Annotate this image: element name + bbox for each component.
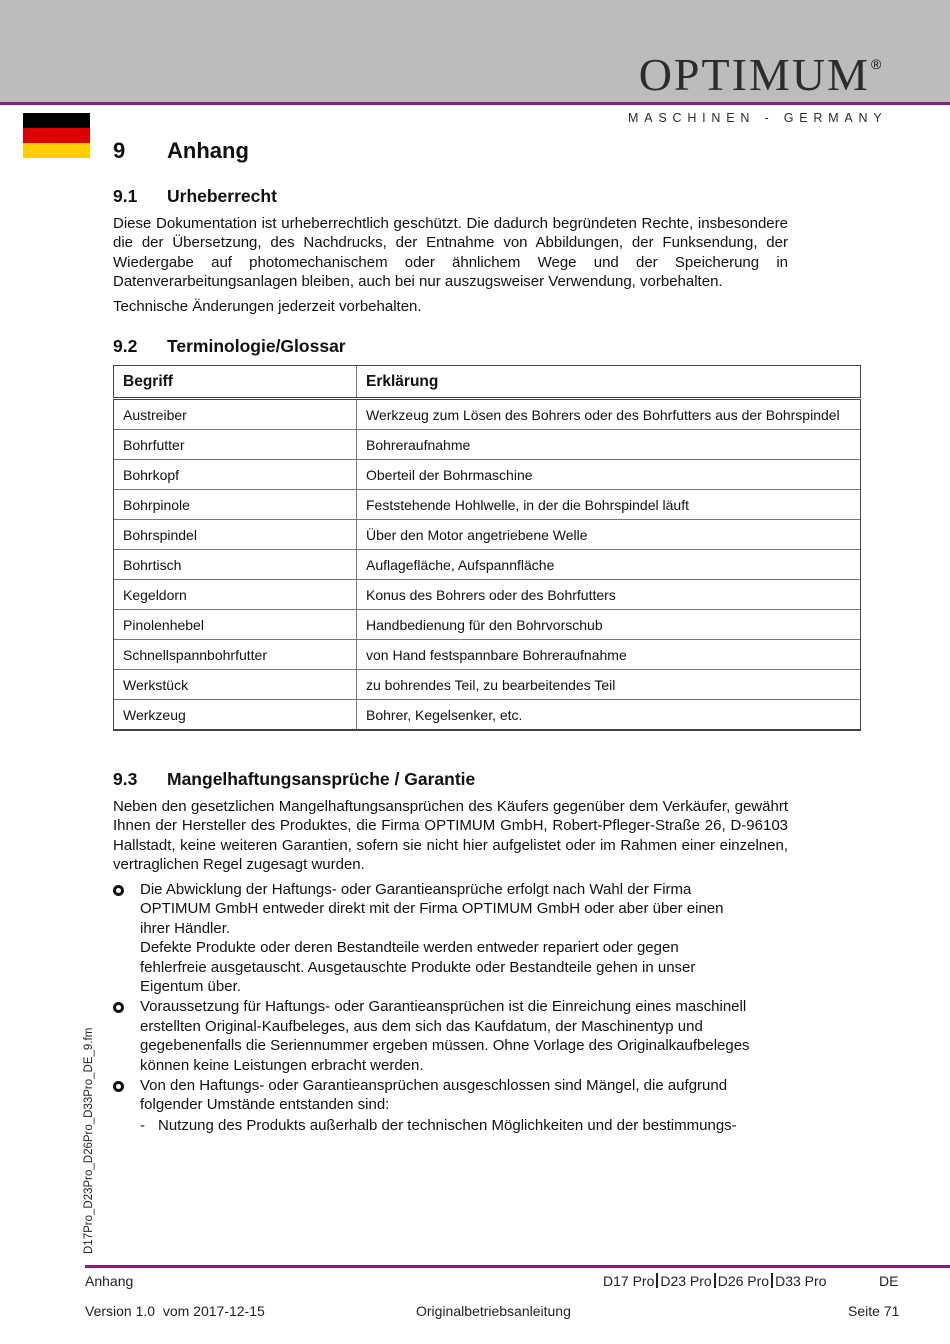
table-row (114, 399, 861, 430)
chapter-heading (113, 138, 249, 164)
explanation-cell: Werkzeug zum Lösen des Bohrers oder des Bohrfutters aus der Bohrspindel (357, 399, 861, 430)
chapter-title: Anhang (167, 138, 249, 163)
section-number: 9.1 (113, 186, 138, 206)
term-cell: Bohrtisch (114, 550, 357, 580)
section-title: Urheberrecht (167, 186, 277, 206)
term-cell: Werkzeug (114, 700, 357, 731)
model-separator (714, 1273, 716, 1288)
model-label: D26 Pro (717, 1273, 770, 1289)
table-row (114, 610, 861, 640)
model-label: D33 Pro (775, 1273, 827, 1289)
column-header-explanation: Erklärung (357, 366, 861, 399)
flag-stripe-gold (23, 143, 90, 158)
bullet-text: Defekte Produkte oder deren Bestandteile werden entweder repariert oder gegen fehlerfreie ausgetauscht. Ausgetauschte Produkte oder Bestandteile gehen in unser Eigentum über. (140, 939, 696, 996)
explanation-cell: Bohrer, Kegelsenker, etc. (357, 700, 861, 731)
list-item (113, 880, 730, 996)
dash-marker: - (140, 1116, 145, 1134)
chapter-number: 9 (113, 138, 126, 163)
section-heading-9-2 (113, 336, 346, 357)
section-number: 9.2 (113, 336, 138, 356)
list-item (113, 997, 790, 1075)
term-cell: Bohrpinole (114, 490, 357, 520)
explanation-cell: von Hand festspannbare Bohreraufnahme (357, 640, 861, 670)
model-label: D17 Pro (603, 1273, 655, 1289)
table-row (114, 460, 861, 490)
explanation-cell: Feststehende Hohlwelle, in der die Bohrspindel läuft (357, 490, 861, 520)
explanation-cell: Oberteil der Bohrmaschine (357, 460, 861, 490)
warranty-bullet-list (113, 880, 803, 1135)
model-separator (771, 1273, 773, 1288)
footer-version (85, 1303, 265, 1319)
table-row (114, 670, 861, 700)
bullet-text: Voraussetzung für Haftungs- oder Garantieansprüchen ist die Einreichung eines maschinell erstellten Original-Kaufbeleges, aus dem sich das Kaufdatum, der Maschinentyp und gegebenenfalls die Seriennummer ergeben müssen. Ohne Vorlage des Originalkaufbeleges können keine Leistungen erbracht werden. (140, 998, 750, 1074)
list-item (113, 1116, 788, 1135)
term-cell: Werkstück (114, 670, 357, 700)
footer-rule (85, 1265, 950, 1268)
table-header-row (114, 366, 861, 399)
term-cell: Kegeldorn (114, 580, 357, 610)
bullet-text: Die Abwicklung der Haftungs- oder Garantieansprüche erfolgt nach Wahl der Firma OPTIMUM GmbH entweder direkt mit der Firma OPTIMUM GmbH oder aber über einen ihrer Händler. (140, 881, 724, 937)
model-label: D23 Pro (660, 1273, 712, 1289)
explanation-cell: Handbedienung für den Bohrvorschub (357, 610, 861, 640)
term-cell: Bohrkopf (114, 460, 357, 490)
section-title: Terminologie/Glossar (167, 336, 346, 356)
list-item (113, 1076, 762, 1115)
file-name-label: D17Pro_D23Pro_D26Pro_D33Pro_DE_9.fm (83, 1027, 95, 1254)
registered-mark: ® (870, 56, 882, 72)
bullet-icon (113, 885, 124, 896)
footer-models (603, 1273, 826, 1289)
technical-changes-paragraph: Technische Änderungen jederzeit vorbehalten. (113, 298, 422, 315)
section-number: 9.3 (113, 769, 138, 789)
warranty-intro-paragraph: Neben den gesetzlichen Mangelhaftungsansprüchen des Käufers gegenüber dem Verkäufer, gewährt Ihnen der Hersteller des Produktes, die Firma OPTIMUM GmbH, Robert-Pfleger-Straße 26, D-96103 Hallstadt, keine weiteren Garantien, sofern sie nicht hier aufgelistet oder im Rahmen einer einzelnen, vertraglichen Regel zugesagt wurden. (113, 798, 788, 874)
table-row (114, 640, 861, 670)
explanation-cell: Auflagefläche, Aufspannfläche (357, 550, 861, 580)
footer-language: DE (879, 1273, 899, 1289)
model-separator (656, 1273, 658, 1288)
table-row (114, 430, 861, 460)
table-row (114, 700, 861, 731)
table-row (114, 520, 861, 550)
copyright-paragraph: Diese Dokumentation ist urheberrechtlich geschützt. Die dadurch begründeten Rechte, insbesondere die der Übersetzung, des Nachdrucks, der Entnahme von Abbildungen, der Funksendung, der Wiedergabe auf photomechanischem oder ähnlichem Wege und der Speicherung in Datenverarbeitungsanlagen bleiben, auch bei nur auszugsweiser Verwendung, vorbehalten. (113, 215, 788, 291)
flag-stripe-black (23, 113, 90, 128)
version-date: vom 2017-12-15 (162, 1303, 265, 1319)
term-cell: Pinolenhebel (114, 610, 357, 640)
column-header-term: Begriff (114, 366, 357, 399)
flag-stripe-red (23, 128, 90, 143)
bullet-icon (113, 1002, 124, 1013)
bullet-icon (113, 1081, 124, 1092)
term-cell: Austreiber (114, 399, 357, 430)
footer-chapter: Anhang (85, 1273, 134, 1289)
table-row (114, 490, 861, 520)
germany-flag-icon (23, 113, 90, 158)
glossary-table (113, 365, 861, 731)
logo-subtitle: MASCHINEN - GERMANY (628, 111, 888, 125)
optimum-logo (620, 50, 900, 100)
logo-wordmark: OPTIMUM (638, 49, 870, 100)
section-heading-9-3 (113, 769, 475, 790)
table-row (114, 550, 861, 580)
explanation-cell: Bohreraufnahme (357, 430, 861, 460)
footer-page-number: Seite 71 (848, 1303, 900, 1319)
explanation-cell: Über den Motor angetriebene Welle (357, 520, 861, 550)
explanation-cell: zu bohrendes Teil, zu bearbeitendes Teil (357, 670, 861, 700)
table-row (114, 580, 861, 610)
section-title: Mangelhaftungsansprüche / Garantie (167, 769, 476, 789)
term-cell: Bohrfutter (114, 430, 357, 460)
bullet-text: Von den Haftungs- oder Garantieansprüchen ausgeschlossen sind Mängel, die aufgrund folgender Umstände entstanden sind: (140, 1077, 728, 1114)
term-cell: Bohrspindel (114, 520, 357, 550)
term-cell: Schnellspannbohrfutter (114, 640, 357, 670)
dash-text: Nutzung des Produkts außerhalb der technischen Möglichkeiten und der bestimmungs- (158, 1116, 737, 1134)
footer-doc-type: Originalbetriebsanleitung (416, 1303, 571, 1319)
header-rule (0, 102, 950, 105)
explanation-cell: Konus des Bohrers oder des Bohrfutters (357, 580, 861, 610)
section-heading-9-1 (113, 186, 277, 207)
version-label: Version 1.0 (85, 1303, 156, 1319)
